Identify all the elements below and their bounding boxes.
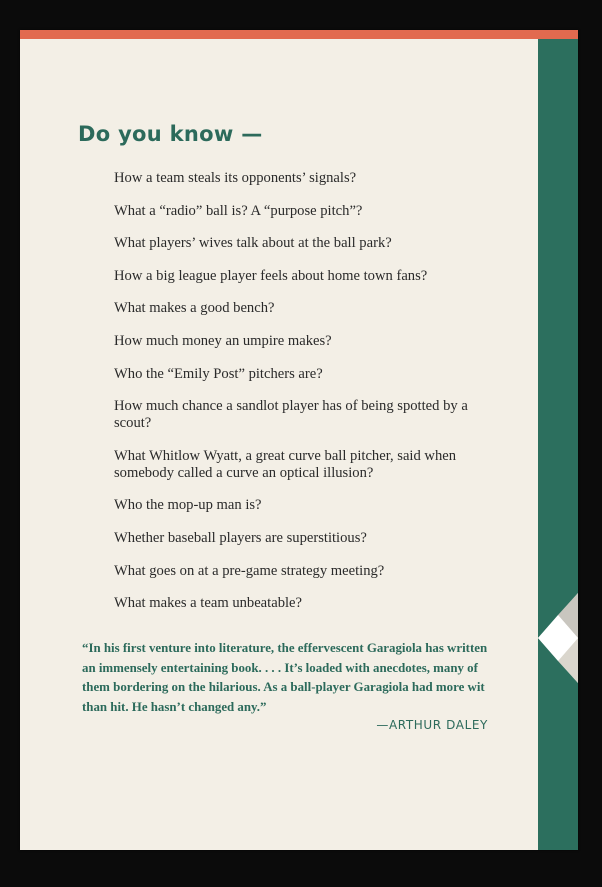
list-item: Whether baseball players are superstitious? — [114, 529, 367, 546]
list-item: Who the “Emily Post” pitchers are? — [114, 365, 323, 382]
list-item: How much money an umpire makes? — [114, 332, 332, 349]
spine-stripe — [538, 39, 578, 850]
quote-attribution: —ARTHUR DALEY — [376, 718, 488, 732]
list-item: Who the mop-up man is? — [114, 497, 262, 514]
list-item: What players’ wives talk about at the ball park? — [114, 235, 392, 252]
question-list — [114, 170, 494, 628]
list-item: What Whitlow Wyatt, a great curve ball pitcher, said when somebody called a curve an optical illusion? — [114, 447, 457, 481]
list-item: How a big league player feels about home town fans? — [114, 267, 428, 284]
diamond-ornament — [538, 593, 578, 683]
book-back-cover — [20, 30, 578, 850]
top-color-band — [20, 30, 578, 39]
list-item: What makes a team unbeatable? — [114, 595, 303, 612]
review-quote: “In his first venture into literature, the effervescent Garagiola has written an immensely entertaining book. . . . It’s loaded with anecdotes, many of them bordering on the hilarious. As a ball-player Garagiola had more wit than hit. He hasn’t changed any.” — [82, 641, 488, 714]
list-item: How much chance a sandlot player has of being spotted by a scout? — [114, 398, 468, 432]
list-item: What makes a good bench? — [114, 300, 275, 317]
list-item: What a “radio” ball is? A “purpose pitch”? — [114, 202, 363, 219]
list-item: What goes on at a pre-game strategy meeting? — [114, 562, 385, 579]
list-item: How a team steals its opponents’ signals? — [114, 170, 357, 186]
page-title: Do you know — — [78, 122, 263, 146]
